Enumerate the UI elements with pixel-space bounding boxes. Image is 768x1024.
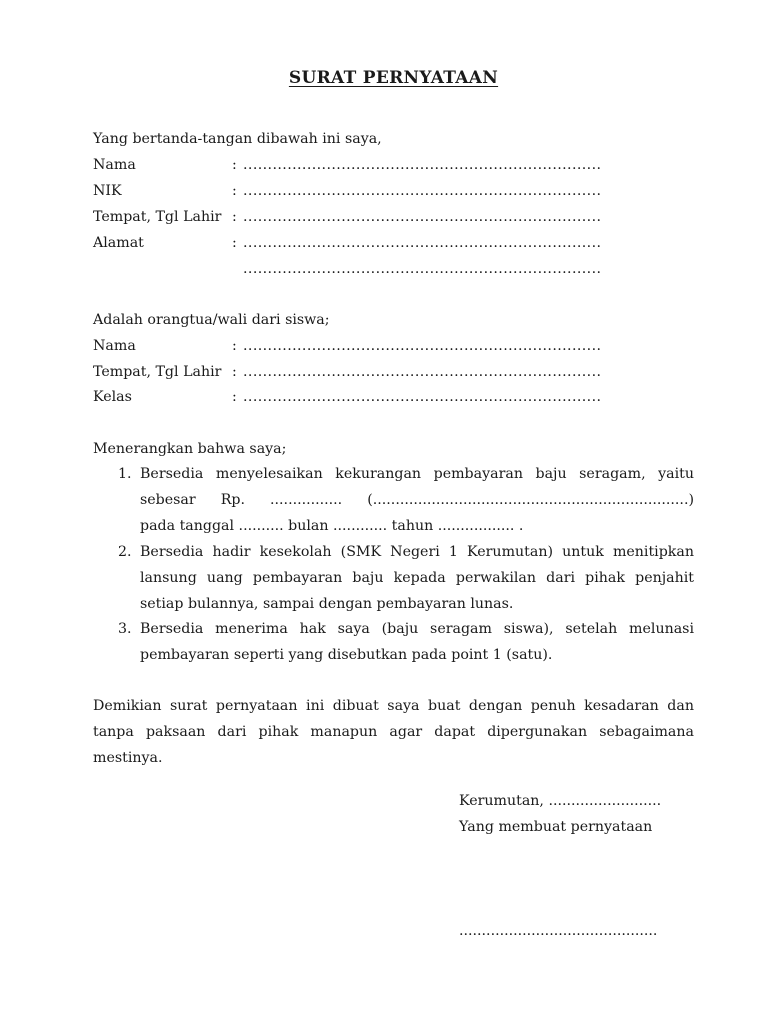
item-2-line-2: lansung uang pembayaran baju kepada perwakilan dari pihak penjahit <box>140 570 694 586</box>
item-1-line-2: sebesar Rp. ................ (......................................................................) <box>140 492 694 508</box>
item-2-line-3: setiap bulannya, sampai dengan pembayaran lunas. <box>140 596 514 612</box>
parent-name-colon: : <box>232 157 237 173</box>
parent-address-label: Alamat <box>93 235 144 251</box>
parent-nik-label: NIK <box>93 183 122 199</box>
parent-address-cont-field: ......................................................................... <box>243 261 602 277</box>
closing-line-2: tanpa paksaan dari pihak manapun agar dapat dipergunakan sebagaimana <box>93 724 694 740</box>
parent-name-label: Nama <box>93 157 136 173</box>
student-birth-colon: : <box>232 364 237 380</box>
parent-nik-colon: : <box>232 183 237 199</box>
parent-nik-field: ......................................................................... <box>243 183 602 199</box>
student-class-field: ......................................................................... <box>243 389 602 405</box>
place-date: Kerumutan, ......................... <box>459 793 662 809</box>
parent-address-colon: : <box>232 235 237 251</box>
parent-birth-label: Tempat, Tgl Lahir <box>93 209 222 225</box>
parent-birth-field: ......................................................................... <box>243 209 602 225</box>
parent-birth-colon: : <box>232 209 237 225</box>
student-class-label: Kelas <box>93 389 132 405</box>
statement-intro-text: Menerangkan bahwa saya; <box>93 441 287 457</box>
item-3-line-1: Bersedia menerima hak saya (baju seragam siswa), setelah melunasi <box>140 621 694 637</box>
student-name-colon: : <box>232 338 237 354</box>
signer-label: Yang membuat pernyataan <box>459 819 653 835</box>
item-1-number: 1. <box>118 466 132 482</box>
student-name-label: Nama <box>93 338 136 354</box>
item-2-line-1: Bersedia hadir kesekolah (SMK Negeri 1 Kerumutan) untuk menitipkan <box>140 544 694 560</box>
item-3-number: 3. <box>118 621 132 637</box>
item-1-line-3: pada tanggal .......... bulan ............ tahun ................. . <box>140 518 524 534</box>
student-intro-text: Adalah orangtua/wali dari siswa; <box>93 312 330 328</box>
intro-text: Yang bertanda-tangan dibawah ini saya, <box>93 131 382 147</box>
parent-name-field: ......................................................................... <box>243 157 602 173</box>
closing-line-3: mestinya. <box>93 750 163 766</box>
parent-address-field: ......................................................................... <box>243 235 602 251</box>
signature-line: ............................................ <box>459 923 658 939</box>
student-name-field: ......................................................................... <box>243 338 602 354</box>
item-1-line-1: Bersedia menyelesaikan kekurangan pembayaran baju seragam, yaitu <box>140 466 694 482</box>
document-title: SURAT PERNYATAAN <box>288 68 499 88</box>
student-birth-label: Tempat, Tgl Lahir <box>93 364 222 380</box>
student-class-colon: : <box>232 389 237 405</box>
item-2-number: 2. <box>118 544 132 560</box>
closing-line-1: Demikian surat pernyataan ini dibuat saya buat dengan penuh kesadaran dan <box>93 698 694 714</box>
student-birth-field: ......................................................................... <box>243 364 602 380</box>
item-3-line-2: pembayaran seperti yang disebutkan pada point 1 (satu). <box>140 647 553 663</box>
